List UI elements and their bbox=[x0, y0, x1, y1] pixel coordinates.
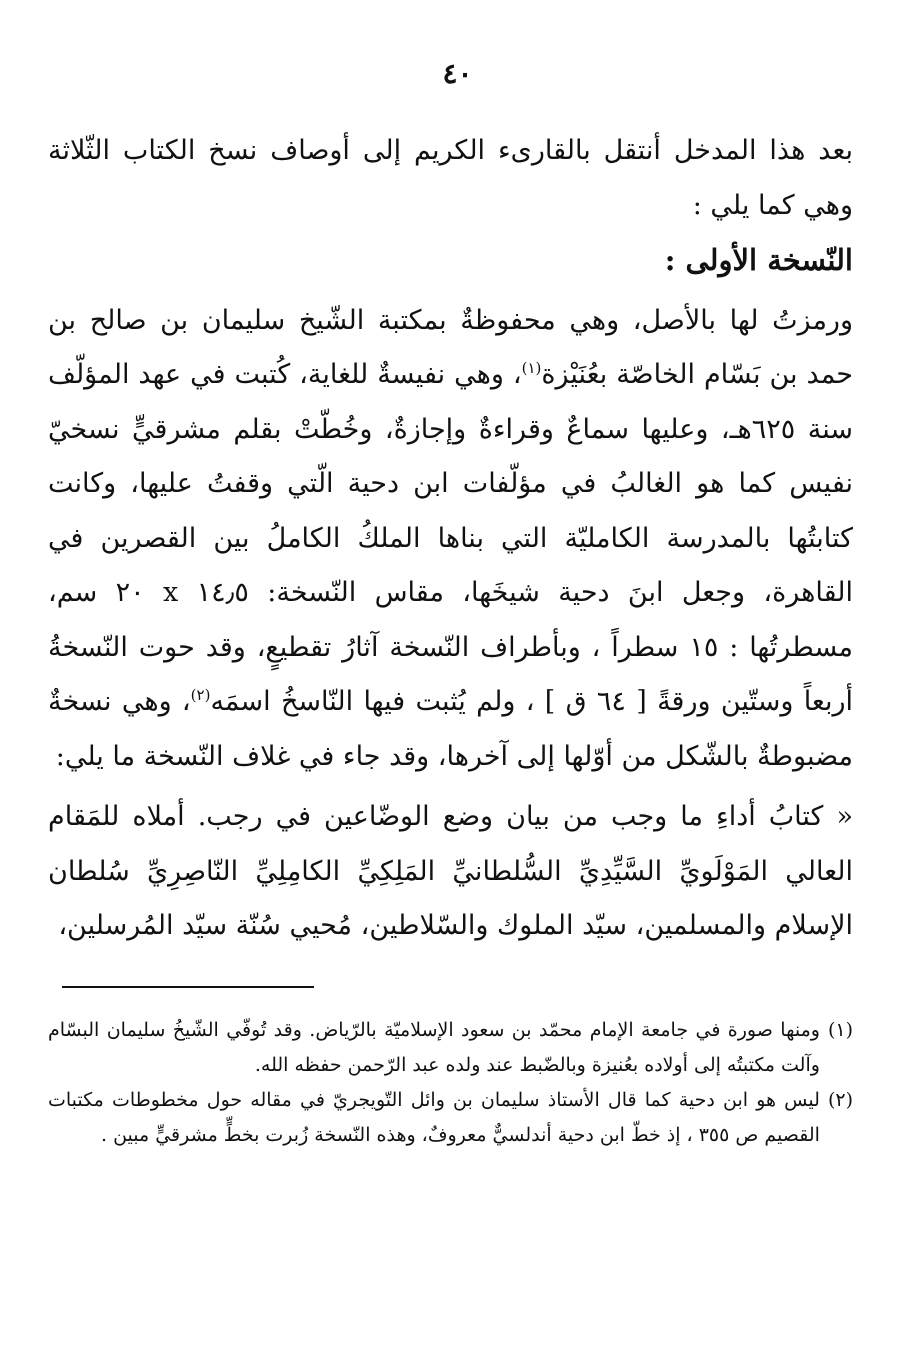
description-text-part3: ، وهي نسخةٌ مضبوطةٌ بالشّكل من أوّلها إلى آخرها، وقد جاء في غلاف النّسخة ما يلي: bbox=[48, 686, 853, 772]
main-text bbox=[48, 124, 853, 954]
section-heading: النّسخة الأولى : bbox=[664, 243, 853, 277]
description-text-part1: ورمزتُ لها بالأصل، وهي محفوظةٌ بمكتبة الشّيخ سليمان بن صالح بن حمد بن بَسّام الخاصّة بعُنَيْزة bbox=[48, 304, 853, 390]
footnote-separator bbox=[62, 986, 314, 988]
footnote-text: ليس هو ابن دحية كما قال الأستاذ سليمان بن وائل التّويجريّ في مقاله حول مخطوطات مكتبات القصيم ص ٣٥٥ ، إذ خطّ ابن دحية أندلسيٌّ معروفٌ، وهذه النّسخة زُبرت بخطٍّ مشرقيٍّ مبين . bbox=[48, 1089, 820, 1146]
description-paragraph bbox=[48, 294, 853, 785]
footnote-1 bbox=[48, 1013, 853, 1083]
page-number: ٤٠ bbox=[442, 57, 473, 90]
footnotes bbox=[48, 1013, 853, 1153]
footnote-ref-2: (٢) bbox=[190, 686, 211, 704]
description-text-part2: ، وهي نفيسةٌ للغاية، كُتبت في عهد المؤلّف سنة ٦٢٥هـ، وعليها سماعٌ وقراءةٌ وإجازةٌ، وخُطّتْ بقلم مشرقيٍّ نسخيّ نفيس كما هو الغالبُ في مؤلّفات ابن دحية الّتي وقفتُ عليها، وكانت كتابتُها بالمدرسة الكامليّة التي بناها الملكُ الكاملُ بين القصرين في القاهرة، وجعل ابنَ دحية شيخَها، مقاس النّسخة: ١٤٫٥ x ٢٠ سم، مسطرتُها : ١٥ سطراً ، وبأطراف النّسخة آثارُ تقطيعٍ، وقد حوت النّسخةُ أربعاً وستّين ورقةً [ ٦٤ ق ] ، ولم يُثبت فيها النّاسخُ اسمَه bbox=[48, 359, 853, 717]
footnote-text: ومنها صورة في جامعة الإمام محمّد بن سعود الإسلاميّة بالرّياض. وقد تُوفّي الشّيخُ سليمان البسّام وآلت مكتبتُه إلى أولاده بعُنيزة وبالضّبط عند ولده عبد الرّحمن حفظه الله. bbox=[48, 1019, 820, 1076]
footnote-ref-1: (١) bbox=[521, 359, 542, 377]
footnote-2 bbox=[48, 1083, 853, 1153]
footnote-mark: (١) bbox=[827, 1019, 853, 1041]
footnote-mark: (٢) bbox=[827, 1089, 853, 1111]
cover-quote: « كتابُ أداءِ ما وجب من بيان وضع الوضّاعين في رجب. أملاه للمَقام العالي المَوْلَويِّ السَّيِّدِيِّ السُّلطانيِّ المَلِكِيِّ الكامِلِيِّ النّاصِرِيِّ سُلطان الإسلام والمسلمين، سيّد الملوك والسّلاطين، مُحيي سُنّة سيّد المُرسلين، bbox=[48, 801, 853, 941]
intro-paragraph: بعد هذا المدخل أنتقل بالقارىء الكريم إلى أوصاف نسخ الكتاب الثّلاثة وهي كما يلي : bbox=[48, 135, 853, 221]
